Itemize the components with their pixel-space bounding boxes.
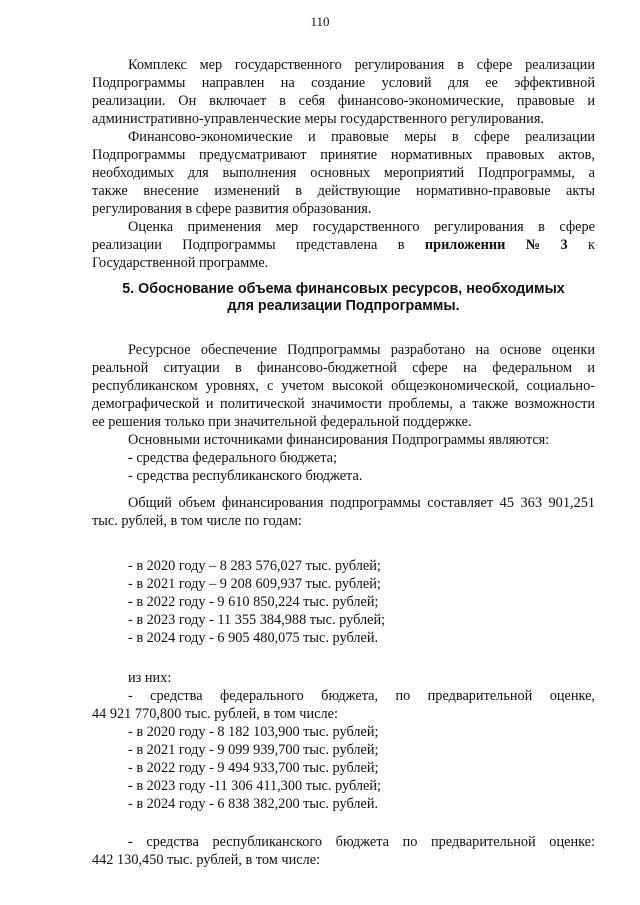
text-line: реализации. Он включает в себя финансово-экономические, правовые и	[92, 93, 595, 109]
text-line: Основными источниками финансирования Подпрограммы являются:	[128, 432, 550, 448]
word: Подпрограммы	[182, 237, 276, 253]
text-line: также внесение изменений в действующие нормативно-правовые акты	[92, 183, 595, 199]
yearly-total-list	[92, 557, 595, 647]
text-line: Оценка применения мер государственного регулирования в сфере	[128, 219, 595, 235]
appendix-reference: приложении	[424, 237, 506, 253]
text-line: тыс. рублей, в том числе по годам:	[92, 513, 302, 529]
appendix-reference: №	[525, 237, 541, 253]
list-item: - средства федерального бюджета;	[128, 450, 337, 466]
list-item: - в 2022 году - 9 610 850,224 тыс. рублей;	[128, 594, 379, 610]
text-line: - средства республиканского бюджета по предварительной оценке:	[128, 834, 595, 850]
text-line: реальной ситуации в финансово-бюджетной сфере на федеральном и	[92, 360, 595, 376]
paragraph-resource-provision	[92, 341, 595, 431]
list-item: - в 2024 году - 6 838 382,200 тыс. рублей.	[128, 796, 379, 812]
paragraph-regulation-complex	[92, 56, 595, 128]
text-line: 44 921 770,800 тыс. рублей, в том числе:	[92, 706, 338, 722]
text-line: Подпрограммы направлен на создание условий для ее эффективной	[92, 75, 595, 91]
list-item: - в 2021 году - 9 099 939,700 тыс. рублей;	[128, 742, 379, 758]
list-item: - в 2020 году - 8 182 103,900 тыс. рублей;	[128, 724, 379, 740]
text-line: Финансово-экономические и правовые меры в сфере реализации	[128, 129, 595, 145]
text-line: 442 130,450 тыс. рублей, в том числе:	[92, 852, 321, 868]
text-line: Общий объем финансирования подпрограммы составляет 45 363 901,251	[128, 495, 595, 511]
text-line: демографической и политической значимости проблемы, а также возможности	[92, 396, 595, 412]
paragraph-total-funding	[92, 494, 595, 530]
federal-budget-block	[92, 687, 595, 813]
page-number: 110	[310, 14, 330, 29]
list-item: - в 2023 году -11 306 411,300 тыс. рублей;	[128, 778, 381, 794]
text-line: необходимых для выполнения основных мероприятий Подпрограммы, а	[92, 165, 595, 181]
list-item: - средства республиканского бюджета.	[128, 468, 363, 484]
text-line: - средства федерального бюджета, по предварительной оценке,	[128, 688, 595, 704]
text-line: ее решения только при значительной федеральной поддержке.	[92, 414, 472, 430]
word: к	[588, 237, 595, 253]
section-title-line: 5. Обоснование объема финансовых ресурсов, необходимых	[122, 281, 565, 297]
list-item: - в 2020 году – 8 283 576,027 тыс. рублей;	[128, 558, 381, 574]
paragraph-financial-legal-measures	[92, 128, 595, 218]
section-heading	[92, 281, 595, 315]
text-line: республиканском уровнях, с учетом высокой общеэкономической, социально-	[92, 378, 595, 394]
text-line: Ресурсное обеспечение Подпрограммы разработано на основе оценки	[128, 342, 595, 358]
list-item: - в 2022 году - 9 494 933,700 тыс. рублей;	[128, 760, 379, 776]
word: представлена	[295, 237, 378, 253]
list-item: - в 2023 году - 11 355 384,988 тыс. рублей;	[128, 612, 386, 628]
word: в	[397, 237, 405, 253]
text-line: Подпрограммы предусматривают принятие нормативных правовых актов,	[92, 147, 595, 163]
text-line: регулирования в сфере развития образования.	[92, 201, 372, 217]
document-body	[92, 56, 595, 869]
section-title-line: для реализации Подпрограммы.	[227, 298, 460, 314]
funding-sources	[92, 431, 595, 485]
list-item: - в 2021 году – 9 208 609,937 тыс. рублей;	[128, 576, 381, 592]
text-line: административно-управленческие меры государственного регулирования.	[92, 111, 544, 127]
text-line: из них:	[128, 670, 172, 686]
list-item: - в 2024 году - 6 905 480,075 тыс. рублей.	[128, 630, 379, 646]
paragraph-assessment	[92, 218, 595, 272]
text-line: Комплекс мер государственного регулирования в сфере реализации	[128, 57, 595, 73]
text-line: Государственной программе.	[92, 255, 269, 271]
word: реализации	[92, 237, 162, 253]
text-line-with-reference	[92, 236, 595, 254]
republican-budget-block	[92, 833, 595, 869]
appendix-reference: 3	[560, 237, 568, 253]
